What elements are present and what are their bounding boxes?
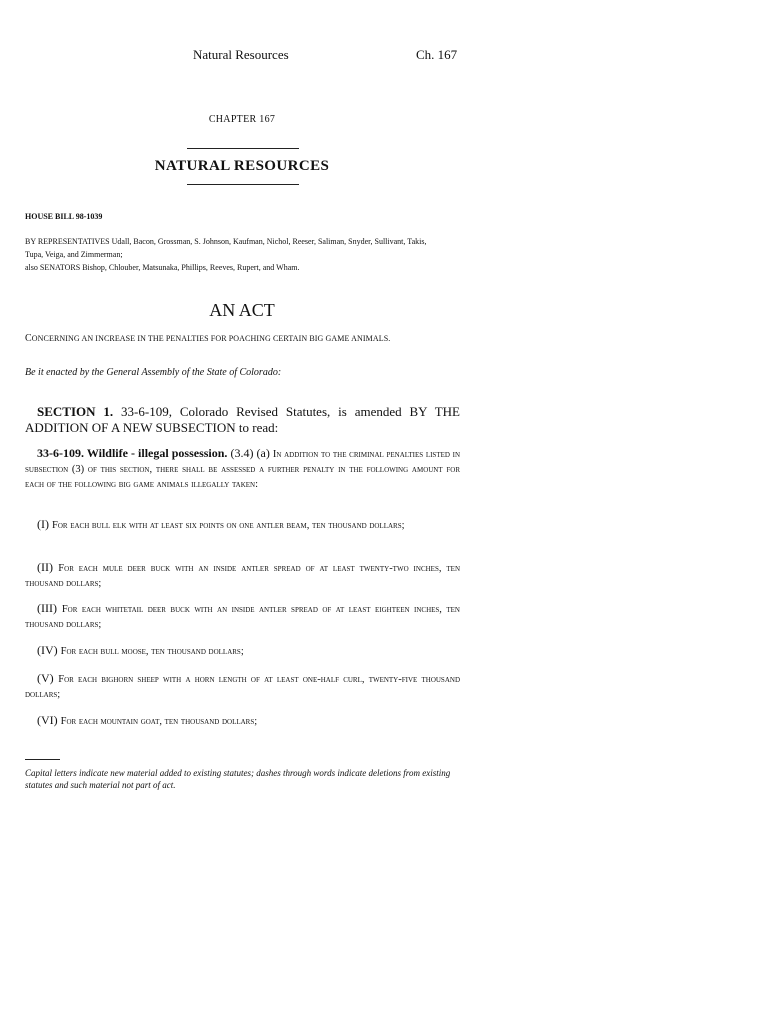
title-rule-top	[187, 148, 299, 149]
enacting-clause: Be it enacted by the General Assembly of the State of Colorado:	[25, 367, 282, 378]
item-text: For each bighorn sheep with a horn length of at least one-half curl, twenty-five thousand dollars;	[25, 674, 460, 700]
document-title: NATURAL RESOURCES	[154, 158, 330, 174]
list-item	[25, 643, 460, 659]
footnote-rule	[25, 759, 60, 760]
item-number: (VI)	[37, 713, 61, 727]
item-number: (III)	[37, 601, 62, 615]
list-item	[25, 517, 460, 533]
item-text: For each whitetail deer buck with an inside antler spread of at least eighteen inches, ten thousand dollars;	[25, 604, 460, 630]
sponsors-line-2: Tupa, Veiga, and Zimmerman;	[25, 250, 123, 259]
sponsors-line-3: also SENATORS Bishop, Chlouber, Matsunaka, Phillips, Reeves, Rupert, and Wham.	[25, 263, 300, 272]
running-header-title: Natural Resources	[193, 47, 289, 62]
footnote: Capital letters indicate new material added to existing statutes; dashes through words indicate deletions from existing statutes and such material not part of act.	[25, 768, 451, 790]
item-text: For each bull moose, ten thousand dollars;	[60, 646, 244, 657]
sponsors-line-1: BY REPRESENTATIVES Udall, Bacon, Grossman, S. Johnson, Kaufman, Nichol, Reeser, Saliman, Snyder, Sullivant, Takis,	[25, 237, 427, 246]
bill-number: HOUSE BILL 98-1039	[25, 212, 103, 221]
statute-text: In addition to the criminal penalties listed in subsection (3) of this section, there shall be assessed a further penalty in the following amount for each of the following big game animals illegally taken:	[25, 449, 460, 490]
running-header-chapter: Ch. 167	[416, 47, 458, 62]
list-item	[25, 560, 460, 591]
section-1-label: SECTION 1.	[37, 404, 114, 419]
act-subject-initial: C	[25, 333, 32, 344]
item-text: For each mountain goat, ten thousand dollars;	[60, 716, 258, 727]
section-1-text: 33-6-109, Colorado Revised Statutes, is amended BY THE ADDITION OF A NEW SUBSECTION to read:	[25, 404, 460, 435]
chapter-label: CHAPTER 167	[208, 114, 276, 125]
item-text: For each mule deer buck with an inside antler spread of at least twenty-two inches, ten thousand dollars;	[25, 563, 460, 589]
title-rule-bottom	[187, 184, 299, 185]
section-1	[25, 404, 460, 436]
statute-heading: 33-6-109. Wildlife - illegal possession.	[37, 446, 228, 460]
item-number: (V)	[37, 671, 59, 685]
act-heading: AN ACT	[209, 300, 275, 320]
item-number: (IV)	[37, 643, 61, 657]
statute-subsection: (3.4) (a)	[227, 446, 273, 460]
sponsors	[25, 235, 465, 274]
list-item	[25, 713, 460, 729]
item-number: (I)	[37, 517, 52, 531]
list-item	[25, 671, 460, 702]
item-text: For each bull elk with at least six points on one antler beam, ten thousand dollars;	[52, 520, 405, 531]
statute-paragraph	[25, 446, 460, 492]
item-number: (II)	[37, 560, 59, 574]
act-subject-text: ONCERNING AN INCREASE IN THE PENALTIES FOR POACHING CERTAIN BIG GAME ANIMALS.	[31, 334, 391, 343]
list-item	[25, 601, 460, 632]
act-subject	[25, 333, 390, 344]
